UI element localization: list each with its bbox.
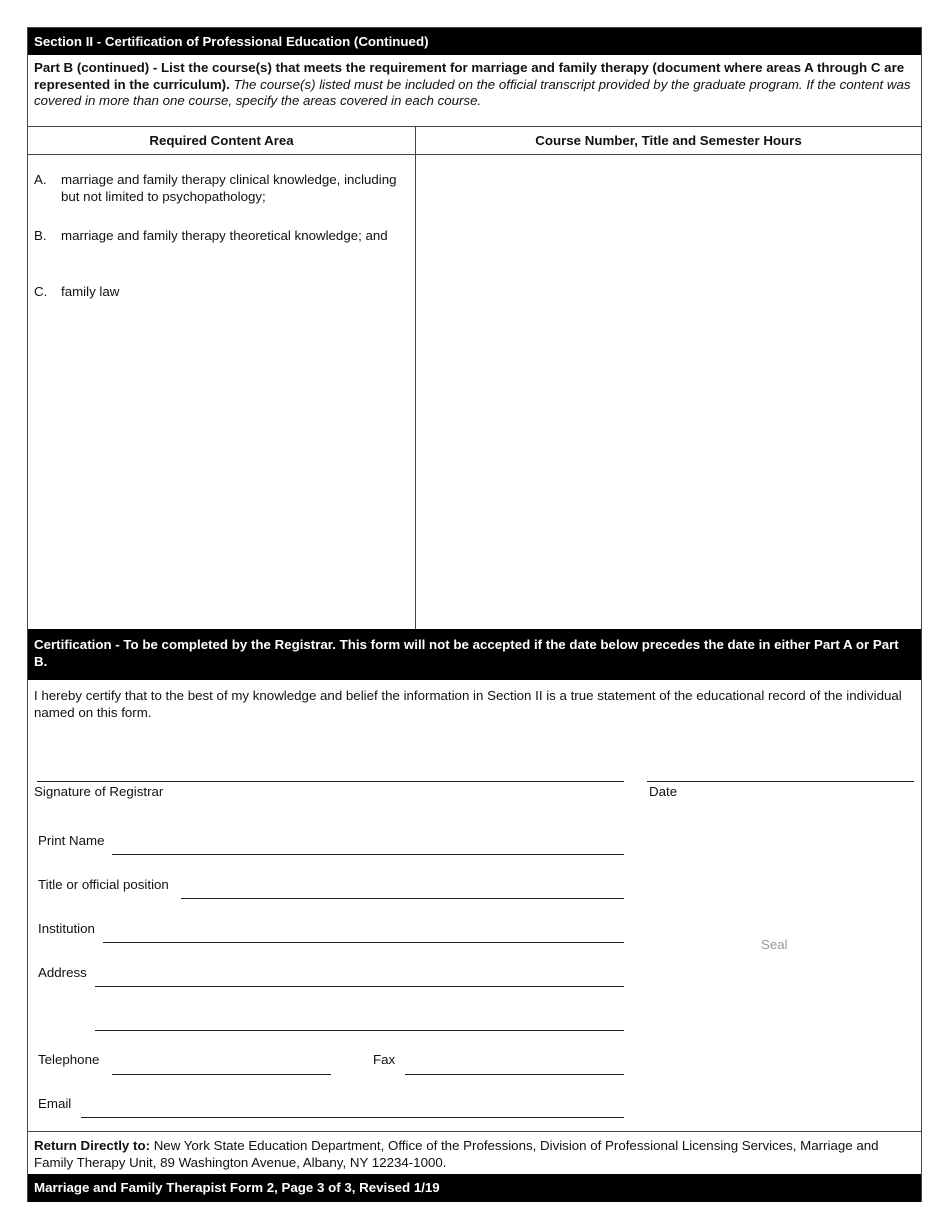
date-line[interactable]	[647, 781, 914, 782]
certification-header: Certification - To be completed by the Registrar. This form will not be accepted if the date below precedes the date in either Part A or Part B.	[28, 629, 921, 680]
col-header-course: Course Number, Title and Semester Hours	[415, 127, 921, 155]
part-b-instructions	[34, 60, 918, 110]
part-b-title: Part B (continued) - List the course(s) that meets the requirement for marriage and family therapy (document where areas A through C are represented in the curriculum).	[34, 60, 905, 92]
institution-label: Institution	[38, 921, 95, 936]
signature-label: Signature of Registrar	[34, 784, 164, 799]
content-area-table	[28, 126, 921, 629]
section-header: Section II - Certification of Professional Education (Continued)	[28, 28, 921, 55]
telephone-label: Telephone	[38, 1052, 100, 1067]
part-b-note: The course(s) listed must be included on the official transcript provided by the graduate program. If the content was covered in more than one course, specify the areas covered in each course.	[34, 76, 911, 109]
form-page	[27, 27, 922, 1202]
fax-line[interactable]	[405, 1074, 624, 1075]
content-area-letter: B.	[34, 228, 47, 243]
print-name-line[interactable]	[112, 854, 624, 855]
return-text: New York State Education Department, Office of the Professions, Division of Professional Licensing Services, Marriage and Family Therapy Unit, 89 Washington Avenue, Albany, NY 12234-1000.	[34, 1138, 879, 1170]
seal-placeholder: Seal	[761, 937, 788, 952]
form-footer: Marriage and Family Therapist Form 2, Page 3 of 3, Revised 1/19	[28, 1174, 921, 1202]
address-line-1[interactable]	[95, 986, 624, 987]
telephone-line[interactable]	[112, 1074, 331, 1075]
return-address	[28, 1131, 921, 1171]
content-area-letter: A.	[34, 172, 47, 187]
fax-label: Fax	[373, 1052, 396, 1067]
signature-line[interactable]	[37, 781, 624, 782]
print-name-label: Print Name	[38, 833, 105, 848]
certification-statement: I hereby certify that to the best of my knowledge and belief the information in Section II is a true statement of the educational record of the individual named on this form.	[34, 688, 902, 720]
title-line[interactable]	[181, 898, 624, 899]
col-header-content-area: Required Content Area	[28, 127, 415, 155]
content-area-letter: C.	[34, 284, 48, 299]
email-label: Email	[38, 1096, 72, 1111]
email-line[interactable]	[81, 1117, 624, 1118]
address-label: Address	[38, 965, 87, 980]
return-label: Return Directly to:	[34, 1138, 150, 1153]
title-label: Title or official position	[38, 877, 169, 892]
content-area-text: family law	[61, 284, 120, 299]
date-label: Date	[649, 784, 678, 799]
column-divider	[415, 127, 416, 630]
content-area-text: marriage and family therapy theoretical knowledge; and	[61, 228, 388, 243]
institution-line[interactable]	[103, 942, 624, 943]
address-line-2[interactable]	[95, 1030, 624, 1031]
content-area-text: marriage and family therapy clinical knowledge, including but not limited to psychopathology;	[61, 172, 397, 204]
